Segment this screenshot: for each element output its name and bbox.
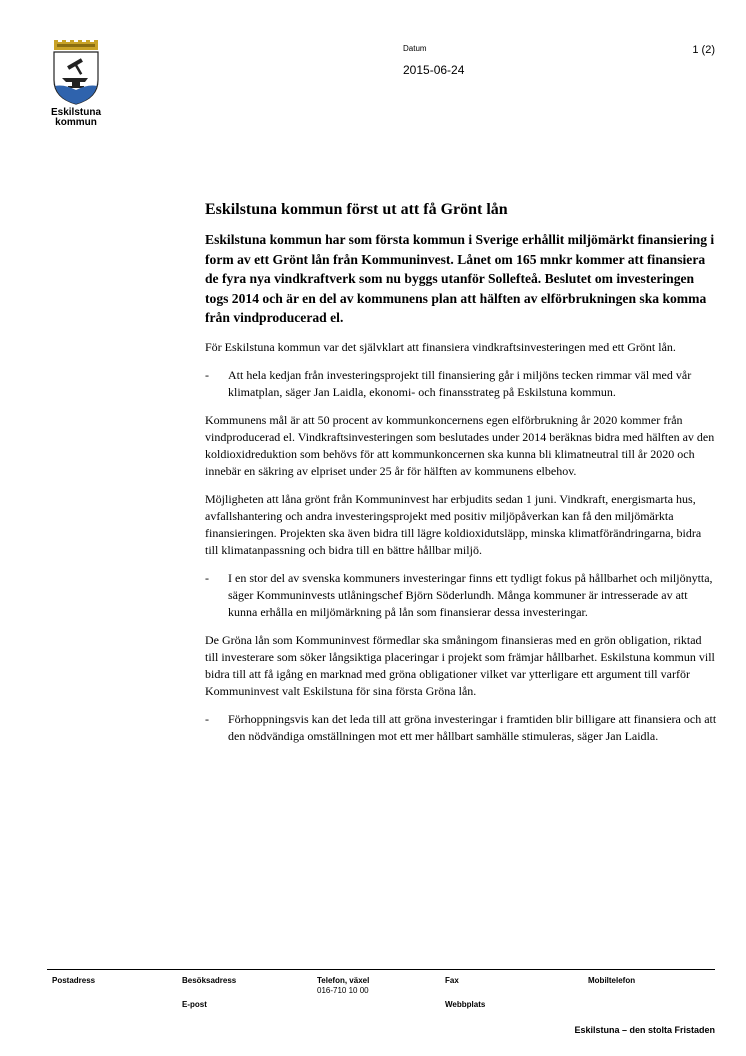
footer-besoksadress-label: Besöksadress — [182, 976, 237, 985]
footer-webbplats-label: Webbplats — [445, 1000, 486, 1009]
quote-2 — [205, 570, 717, 621]
quote-text: Att hela kedjan från investeringsprojekt till finansiering går i miljöns tecken rimmar väl med vår klimatplan, säger Jan Laidla, ekonomi- och finansstrateg på Eskilstuna kommun. — [228, 367, 692, 399]
paragraph-3: Möjligheten att låna grönt från Kommuninvest har erbjudits sedan 1 juni. Vindkraft, energismarta hus, avfallshantering och andra investeringsprojekt med positiv miljöpåverkan kan få den miljömärkta finansieringen. Projekten ska även bidra till lägre koldioxidutsläpp, minska klimatförändringarna, bidra till klimatanpassning och bidra till en bättre hållbar miljö. — [205, 491, 702, 557]
footer-postadress-label: Postadress — [52, 976, 96, 985]
quote-text: I en stor del av svenska kommuners investeringar finns ett tydligt fokus på hållbarhet och miljönytta, säger Kommuninvests utlåningschef Björn Söderlundh. Många kommuner är intresserade av att kunna erhålla en miljömärkning på lån som finansierar dessa investeringar. — [228, 570, 713, 619]
quote-dash: - — [205, 570, 209, 585]
quote-text: Förhoppningsvis kan det leda till att gröna investeringar i framtiden blir billigare att finansiera och att den nödvändiga omställningen mot ett mer hållbart samhälle stimuleras, säger Jan Laidla. — [228, 711, 717, 743]
footer-fax-label: Fax — [445, 976, 459, 985]
page-number: 1 (2) — [692, 44, 715, 56]
paragraph-4: De Gröna lån som Kommuninvest förmedlar ska småningom finansieras med en grön obligation, riktad till investerare som söker långsiktiga placeringar i projekt som främjar hållbarhet. Eskilstuna kommun vill bidra till att få igång en marknad med gröna obligationer vilket var ytterligare ett argument till varför Kommuninvest valt Eskilstuna för sina första Gröna lån. — [205, 632, 715, 698]
date-label: Datum — [403, 44, 427, 53]
article-body — [205, 200, 717, 756]
logo-text: Eskilstuna kommun — [50, 107, 102, 128]
quote-3 — [205, 711, 717, 745]
quote-1 — [205, 367, 717, 401]
article-title: Eskilstuna kommun först ut att få Grönt lån — [205, 201, 508, 218]
paragraph-1: För Eskilstuna kommun var det självklart att finansiera vindkraftsinvesteringen med ett Grönt lån. — [205, 339, 676, 354]
footer-telefon-label: Telefon, växel — [317, 976, 370, 985]
article-lead: Eskilstuna kommun har som första kommun i Sverige erhållit miljömärkt finansiering i form av ett Grönt lån från Kommuninvest. Lånet om 165 mnkr kommer att finansiera de fyra nya vindkraftverk som nu byggs utanför Sollefteå. Beslutet om investeringen togs 2014 och är en del av kommunens plan att hälften av elförbrukningen ska komma från vindproducerad el. — [205, 232, 715, 325]
footer-epost-label: E-post — [182, 1000, 207, 1009]
quote-dash: - — [205, 367, 209, 382]
municipality-logo — [44, 40, 108, 128]
date-value: 2015-06-24 — [403, 63, 465, 77]
footer-mobiltelefon-label: Mobiltelefon — [588, 976, 636, 985]
footer-telefon-value: 016-710 10 00 — [317, 986, 369, 995]
footer-slogan: Eskilstuna – den stolta Fristaden — [574, 1025, 715, 1035]
coat-of-arms-icon — [50, 40, 102, 106]
paragraph-2: Kommunens mål är att 50 procent av kommunkoncernens egen elförbrukning år 2020 kommer från vindproducerad el. Vindkraftsinvesteringen som beslutades under 2014 beräknas bidra med hälften av den koldioxidreduktion som behövs för att kommunkoncernen ska kunna bli klimatneutral till år 2020 och innebär en säkring av elpriset under 25 år för hälften av kommunens elbehov. — [205, 412, 715, 478]
footer-divider — [47, 969, 715, 970]
quote-dash: - — [205, 711, 209, 726]
